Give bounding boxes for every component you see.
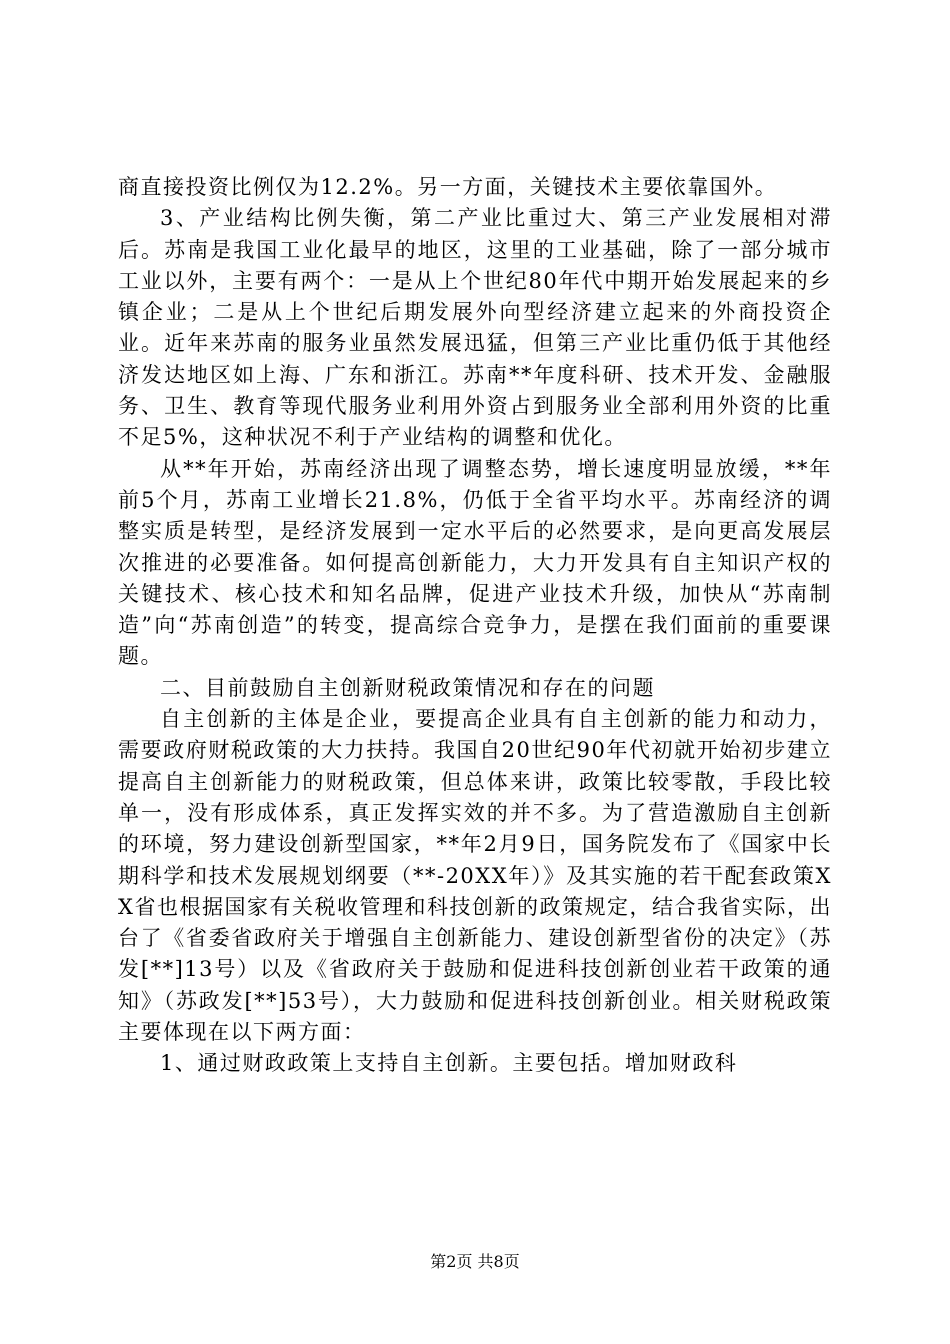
section-heading: 二、目前鼓励自主创新财税政策情况和存在的问题 bbox=[160, 675, 655, 700]
paragraph: 3、产业结构比例失衡，第二产业比重过大、第三产业发展相对滞后。苏南是我国工业化最早的地区，这里的工业基础，除了一部分城市工业以外，主要有两个：一是从上个世纪80年代中期开始发展起来的乡镇企业；二是从上个世纪后期发展外向型经济建立起来的外商投资企业。近年来苏南的服务业虽然发展迅猛，但第三产业比重仍低于其他经济发达地区如上海、广东和浙江。苏南**年度科研、技术开发、金融服务、卫生、教育等现代服务业利用外资占到服务业全部利用外资的比重不足5%，这种状况不利于产业结构的调整和优化。 bbox=[118, 206, 832, 450]
page-number: 第2页 共8页 bbox=[430, 1252, 520, 1271]
document-body bbox=[118, 172, 832, 1080]
paragraph: 自主创新的主体是企业，要提高企业具有自主创新的能力和动力，需要政府财税政策的大力扶持。我国自20世纪90年代初就开始初步建立提高自主创新能力的财税政策，但总体来讲，政策比较零散，手段比较单一，没有形成体系，真正发挥实效的并不多。为了营造激励自主创新的环境，努力建设创新型国家，**年2月9日，国务院发布了《国家中长期科学和技术发展规划纲要（**-20XX年）》及其实施的若干配套政策XX省也根据国家有关税收管理和科技创新的政策规定，结合我省实际，出台了《省委省政府关于增强自主创新能力、建设创新型省份的决定》（苏发[**]13号）以及《省政府关于鼓励和促进科技创新创业若干政策的通知》（苏政发[**]53号），大力鼓励和促进科技创新创业。相关财税政策主要体现在以下两方面： bbox=[118, 707, 832, 1045]
page-footer bbox=[0, 1252, 950, 1272]
paragraph: 从**年开始，苏南经济出现了调整态势，增长速度明显放缓，**年前5个月，苏南工业增长21.8%，仍低于全省平均水平。苏南经济的调整实质是转型，是经济发展到一定水平后的必然要求，是向更高发展层次推进的必要准备。如何提高创新能力，大力开发具有自主知识产权的关键技术、核心技术和知名品牌，促进产业技术升级，加快从“苏南制造”向“苏南创造”的转变，提高综合竞争力，是摆在我们面前的重要课题。 bbox=[118, 456, 832, 669]
paragraph: 1、通过财政政策上支持自主创新。主要包括。增加财政科 bbox=[160, 1051, 738, 1076]
paragraph: 商直接投资比例仅为12.2%。另一方面，关键技术主要依靠国外。 bbox=[118, 175, 778, 199]
